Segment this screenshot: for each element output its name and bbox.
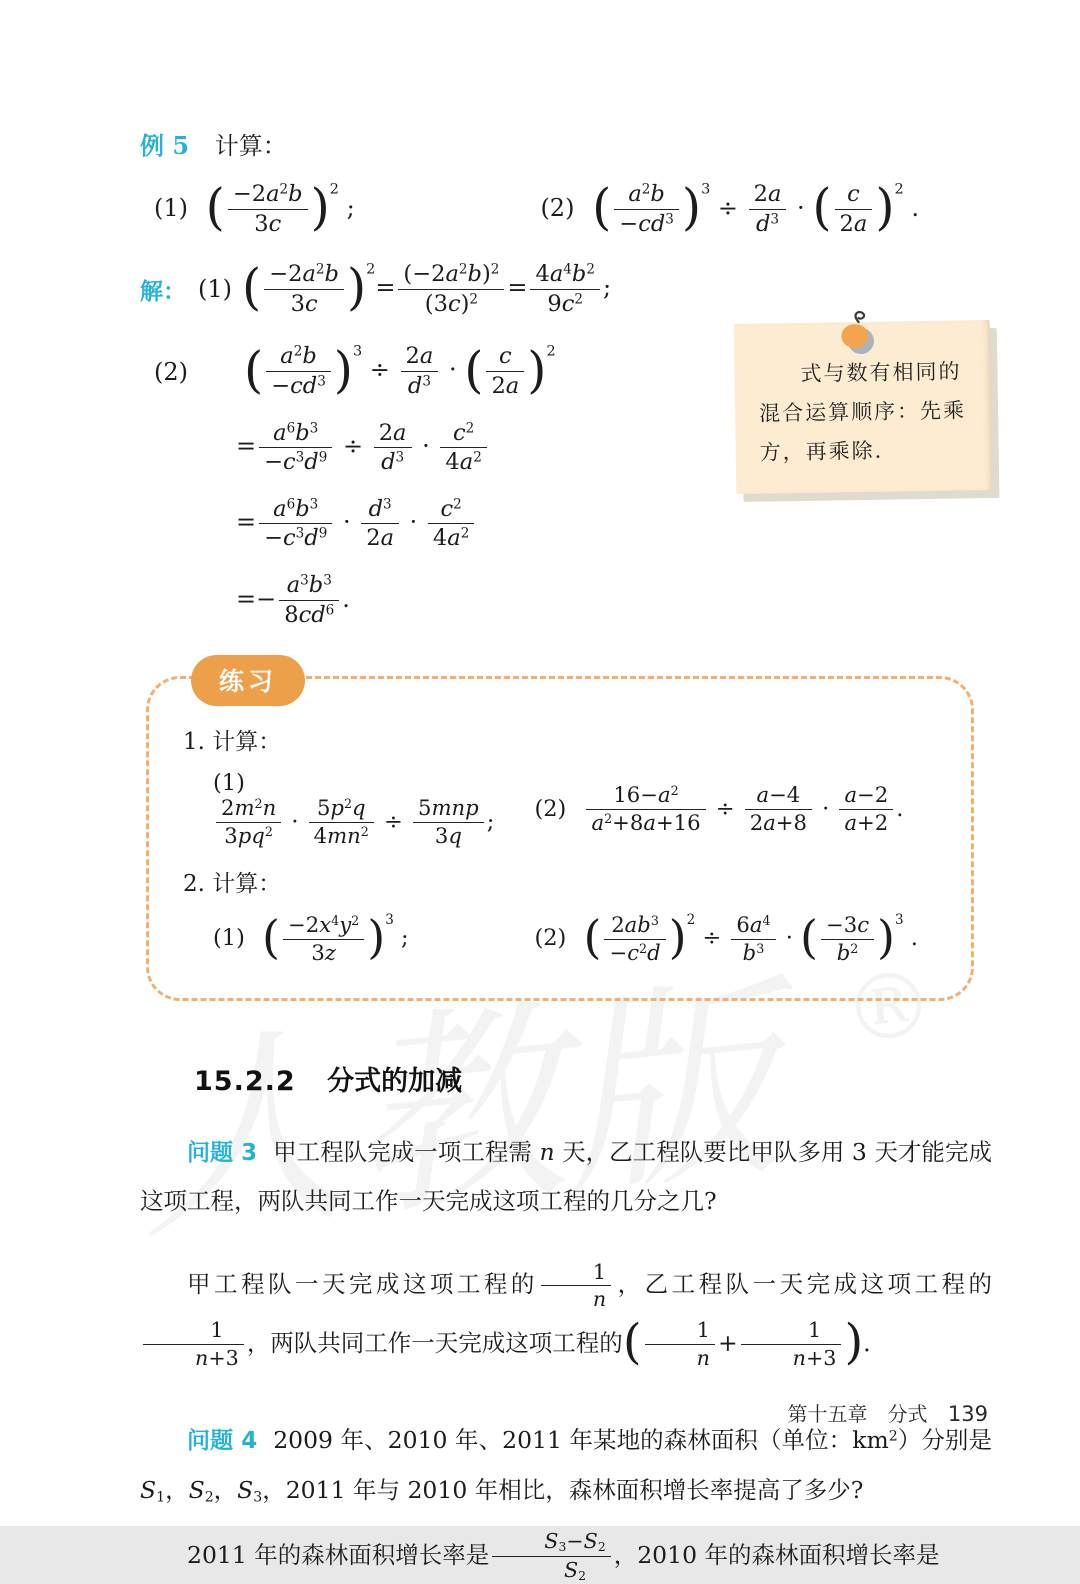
solution-part-label: (2)	[154, 357, 188, 386]
section-heading	[194, 1059, 992, 1098]
pin-icon	[831, 308, 884, 365]
margin-note	[734, 320, 993, 494]
solution-part-label: (1)	[198, 275, 232, 304]
solution-label: 解：	[140, 277, 186, 305]
practice-part	[183, 770, 534, 849]
part-formula: ( $\frac{-2x^4y^2}{3z}$ )$^3$ ;	[262, 910, 409, 965]
section-number: 15.2.2	[194, 1065, 296, 1097]
section-title: 分式的加减	[327, 1065, 463, 1097]
practice-item-2-title: 2. 计算：	[183, 871, 282, 898]
solution-formula: ( $\frac{a^2b}{-cd^3}$ )$^3$ ÷ $\frac{2a}{d^3}$ · ( $\frac{c}{2a}$ )$^2$	[244, 340, 556, 400]
problem3-paragraph	[140, 1128, 992, 1225]
problem3-answer-paragraph	[140, 1255, 992, 1373]
problem3-answer-text: 甲工程队一天完成这项工程的 $\frac{1}{n}$ ，乙工程队一天完成这项工程的 $\frac{1}{n+3}$ ，两队共同工作一天完成这项工程的( $\frac{1}{n}$ + $\frac{1}{n+3}$ )．	[140, 1270, 992, 1357]
problem-label: (1)	[154, 193, 188, 222]
practice-box	[146, 667, 974, 1000]
problem4-text: 2009 年、2010 年、2011 年某地的森林面积（单位：$km^2$）分别是 $S_1$，$S_2$，$S_3$，2011 年与 2010 年相比，森林面积增长率提高了多少?	[140, 1426, 992, 1506]
practice-part	[183, 912, 534, 965]
practice-part	[534, 912, 947, 965]
problem-formula: ( $\frac{-2a^2b}{3c}$ )$^2$ ;	[205, 178, 355, 237]
example5-problem-1	[140, 178, 540, 237]
part-formula: $\frac{2m^2n}{3pq^2}$ · $\frac{5p^2q}{4mn^2}$ ÷ 5mnp 3q ;	[213, 809, 494, 835]
practice-badge: 练习	[191, 655, 305, 706]
solution-formula: ( $\frac{-2a^2b}{3c}$ )$^2$= $\frac{(-2a^2b)^2}{(3c)^2}$ = $\frac{4a^4b^2}{9c^2}$ ;	[242, 258, 612, 317]
solution-line-3: = $\frac{a^6b^3}{-c^3d^9}$ ÷ $\frac{2a}{d^3}$ · $\frac{c^2}{4a^2}$	[236, 420, 992, 476]
problem4-paragraph	[140, 1416, 992, 1513]
page-footer	[788, 1398, 988, 1427]
part-label: (1)	[213, 925, 245, 952]
solution-line-4: = $\frac{a^6b^3}{-c^3d^9}$ · $\frac{d^3}{2a}$ · $\frac{c^2}{4a^2}$	[236, 496, 992, 552]
problem-label: (2)	[540, 193, 575, 222]
part-label: (2)	[534, 925, 567, 952]
practice-part	[534, 783, 947, 836]
practice-item-2-parts	[183, 912, 947, 965]
problem4-answer-text: 2011 年的森林面积增长率是 $\frac{S_3-S_2}{S_2}$ ，2010 年的森林面积增长率是	[187, 1529, 940, 1583]
problem4-label: 问题 4	[187, 1428, 258, 1455]
footer-page-number: 139	[947, 1402, 988, 1426]
part-label: (1)	[213, 770, 245, 797]
example5-title: 计算：	[214, 132, 287, 160]
part-formula: $\frac{16-a^2}{a^2+8a+16}$ ÷ $\frac{a-4}{2a+8}$ · $\frac{a-2}{a+2}$ .	[583, 796, 903, 822]
problem3-text: 甲工程队完成一项工程需 n 天，乙工程队要比甲队多用 3 天才能完成这项工程，两队共同工作一天完成这项工程的几分之几?	[140, 1137, 992, 1215]
problem4-answer-paragraph	[140, 1526, 992, 1584]
part-label: (2)	[534, 795, 567, 822]
example5-problem-2	[540, 178, 992, 237]
practice-item-1-parts	[183, 770, 947, 849]
example5-problems	[140, 178, 992, 237]
practice-item-1-title: 1. 计算：	[183, 729, 282, 756]
footer-chapter: 第十五章 分式	[787, 1402, 928, 1426]
solution-line-5: =− $\frac{a^3b^3}{8cd^6}$ .	[236, 572, 350, 628]
problem-formula: ( $\frac{a^2b}{-cd^3}$ )$^3$ ÷ $\frac{2a}{d^3}$ · ( $\frac{c}{2a}$ )$^2$ .	[592, 178, 919, 237]
problem3-label: 问题 3	[187, 1139, 258, 1166]
example5-heading	[140, 126, 992, 161]
margin-note-text: 式与数有相同的混合运算顺序：先乘方，再乘除．	[758, 359, 967, 465]
part-formula: ( $\frac{2ab^3}{-c^2d}$ )$^2$ ÷ $\frac{6a^4}{b^3}$ · ( $\frac{-3c}{b^2}$ )$^3$ .	[583, 910, 918, 965]
example5-label: 例 5	[140, 131, 190, 160]
